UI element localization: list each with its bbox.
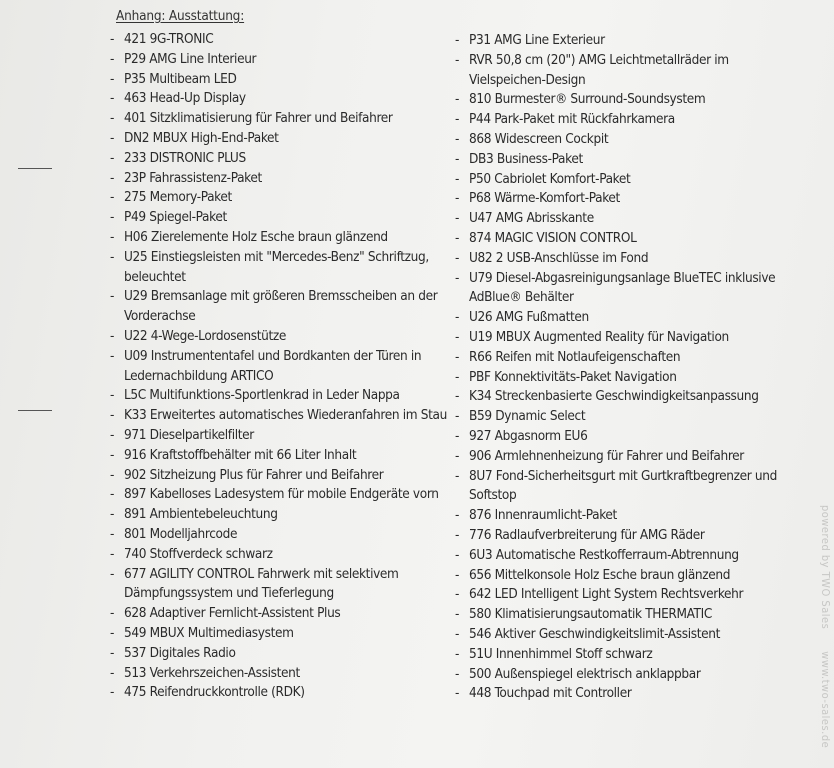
- equipment-item: - K34 Streckenbasierte Geschwindigkeitsanpassung: [455, 387, 785, 407]
- watermark: [819, 505, 832, 748]
- equipment-item: - U29 Bremsanlage mit größeren Bremsscheiben an der Vorderachse: [110, 287, 450, 327]
- equipment-item: - 971 Dieselpartikelfilter: [110, 426, 450, 446]
- equipment-item: - 656 Mittelkonsole Holz Esche braun glänzend: [455, 566, 785, 586]
- equipment-item: - L5C Multifunktions-Sportlenkrad in Leder Nappa: [110, 386, 450, 406]
- equipment-item: - U47 AMG Abrisskante: [455, 209, 785, 229]
- equipment-item: - K33 Erweitertes automatisches Wiederanfahren im Stau: [110, 406, 450, 426]
- watermark-url: www.two-sales.de: [819, 651, 832, 749]
- equipment-item: - DB3 Business-Paket: [455, 150, 785, 170]
- equipment-item: - 927 Abgasnorm EU6: [455, 427, 785, 447]
- equipment-item: - U09 Instrumententafel und Bordkanten der Türen in Ledernachbildung ARTICO: [110, 347, 450, 387]
- equipment-item: - 776 Radlaufverbreiterung für AMG Räder: [455, 526, 785, 546]
- equipment-item: - 677 AGILITY CONTROL Fahrwerk mit selektivem Dämpfungssystem und Tieferlegung: [110, 565, 450, 605]
- equipment-item: - U19 MBUX Augmented Reality für Navigation: [455, 328, 785, 348]
- equipment-item: - U26 AMG Fußmatten: [455, 308, 785, 328]
- equipment-item: - 275 Memory-Paket: [110, 188, 450, 208]
- equipment-item: - 421 9G-TRONIC: [110, 30, 450, 50]
- equipment-item: - 902 Sitzheizung Plus für Fahrer und Beifahrer: [110, 466, 450, 486]
- equipment-item: - 475 Reifendruckkontrolle (RDK): [110, 683, 450, 703]
- equipment-item: - 876 Innenraumlicht-Paket: [455, 506, 785, 526]
- equipment-item: - U82 2 USB-Anschlüsse im Fond: [455, 249, 785, 269]
- equipment-item: - 537 Digitales Radio: [110, 644, 450, 664]
- equipment-list-left: [110, 30, 450, 703]
- equipment-item: - 868 Widescreen Cockpit: [455, 130, 785, 150]
- equipment-item: - P29 AMG Line Interieur: [110, 50, 450, 70]
- equipment-item: - 906 Armlehnenheizung für Fahrer und Beifahrer: [455, 447, 785, 467]
- equipment-item: - 549 MBUX Multimediasystem: [110, 624, 450, 644]
- equipment-item: - 6U3 Automatische Restkofferraum-Abtrennung: [455, 546, 785, 566]
- equipment-item: - U25 Einstiegsleisten mit "Mercedes-Benz" Schriftzug, beleuchtet: [110, 248, 450, 288]
- equipment-item: - PBF Konnektivitäts-Paket Navigation: [455, 368, 785, 388]
- equipment-item: - RVR 50,8 cm (20") AMG Leichtmetallräder im Vielspeichen-Design: [455, 51, 785, 91]
- equipment-item: - B59 Dynamic Select: [455, 407, 785, 427]
- equipment-item: - R66 Reifen mit Notlaufeigenschaften: [455, 348, 785, 368]
- equipment-item: - 500 Außenspiegel elektrisch anklappbar: [455, 665, 785, 685]
- equipment-item: - 891 Ambientebeleuchtung: [110, 505, 450, 525]
- equipment-item: - P35 Multibeam LED: [110, 70, 450, 90]
- margin-mark: [18, 168, 52, 169]
- equipment-item: - 401 Sitzklimatisierung für Fahrer und Beifahrer: [110, 109, 450, 129]
- equipment-item: - 628 Adaptiver Fernlicht-Assistent Plus: [110, 604, 450, 624]
- equipment-item: - 642 LED Intelligent Light System Rechtsverkehr: [455, 585, 785, 605]
- equipment-item: - 513 Verkehrszeichen-Assistent: [110, 664, 450, 684]
- equipment-item: - 801 Modelljahrcode: [110, 525, 450, 545]
- equipment-item: - U22 4-Wege-Lordosenstütze: [110, 327, 450, 347]
- equipment-item: - P50 Cabriolet Komfort-Paket: [455, 170, 785, 190]
- equipment-item: - 233 DISTRONIC PLUS: [110, 149, 450, 169]
- equipment-item: - P44 Park-Paket mit Rückfahrkamera: [455, 110, 785, 130]
- equipment-item: - P31 AMG Line Exterieur: [455, 31, 785, 51]
- equipment-item: - H06 Zierelemente Holz Esche braun glänzend: [110, 228, 450, 248]
- equipment-item: - DN2 MBUX High-End-Paket: [110, 129, 450, 149]
- equipment-item: - U79 Diesel-Abgasreinigungsanlage BlueTEC inklusive AdBlue® Behälter: [455, 269, 785, 309]
- margin-mark: [18, 410, 52, 411]
- equipment-item: - 916 Kraftstoffbehälter mit 66 Liter Inhalt: [110, 446, 450, 466]
- equipment-item: - 8U7 Fond-Sicherheitsgurt mit Gurtkraftbegrenzer und Softstop: [455, 467, 785, 507]
- equipment-item: - 580 Klimatisierungsautomatik THERMATIC: [455, 605, 785, 625]
- equipment-item: - 463 Head-Up Display: [110, 89, 450, 109]
- section-heading: Anhang: Ausstattung:: [116, 8, 245, 24]
- equipment-item: - 897 Kabelloses Ladesystem für mobile Endgeräte vorn: [110, 485, 450, 505]
- equipment-item: - 23P Fahrassistenz-Paket: [110, 169, 450, 189]
- equipment-item: - P68 Wärme-Komfort-Paket: [455, 189, 785, 209]
- equipment-item: - 810 Burmester® Surround-Soundsystem: [455, 90, 785, 110]
- equipment-list-right: [455, 31, 785, 704]
- equipment-item: - 448 Touchpad mit Controller: [455, 684, 785, 704]
- equipment-item: - P49 Spiegel-Paket: [110, 208, 450, 228]
- equipment-item: - 874 MAGIC VISION CONTROL: [455, 229, 785, 249]
- equipment-item: - 546 Aktiver Geschwindigkeitslimit-Assistent: [455, 625, 785, 645]
- equipment-item: - 740 Stoffverdeck schwarz: [110, 545, 450, 565]
- equipment-item: - 51U Innenhimmel Stoff schwarz: [455, 645, 785, 665]
- watermark-powered-by: powered by TWO Sales: [819, 505, 832, 630]
